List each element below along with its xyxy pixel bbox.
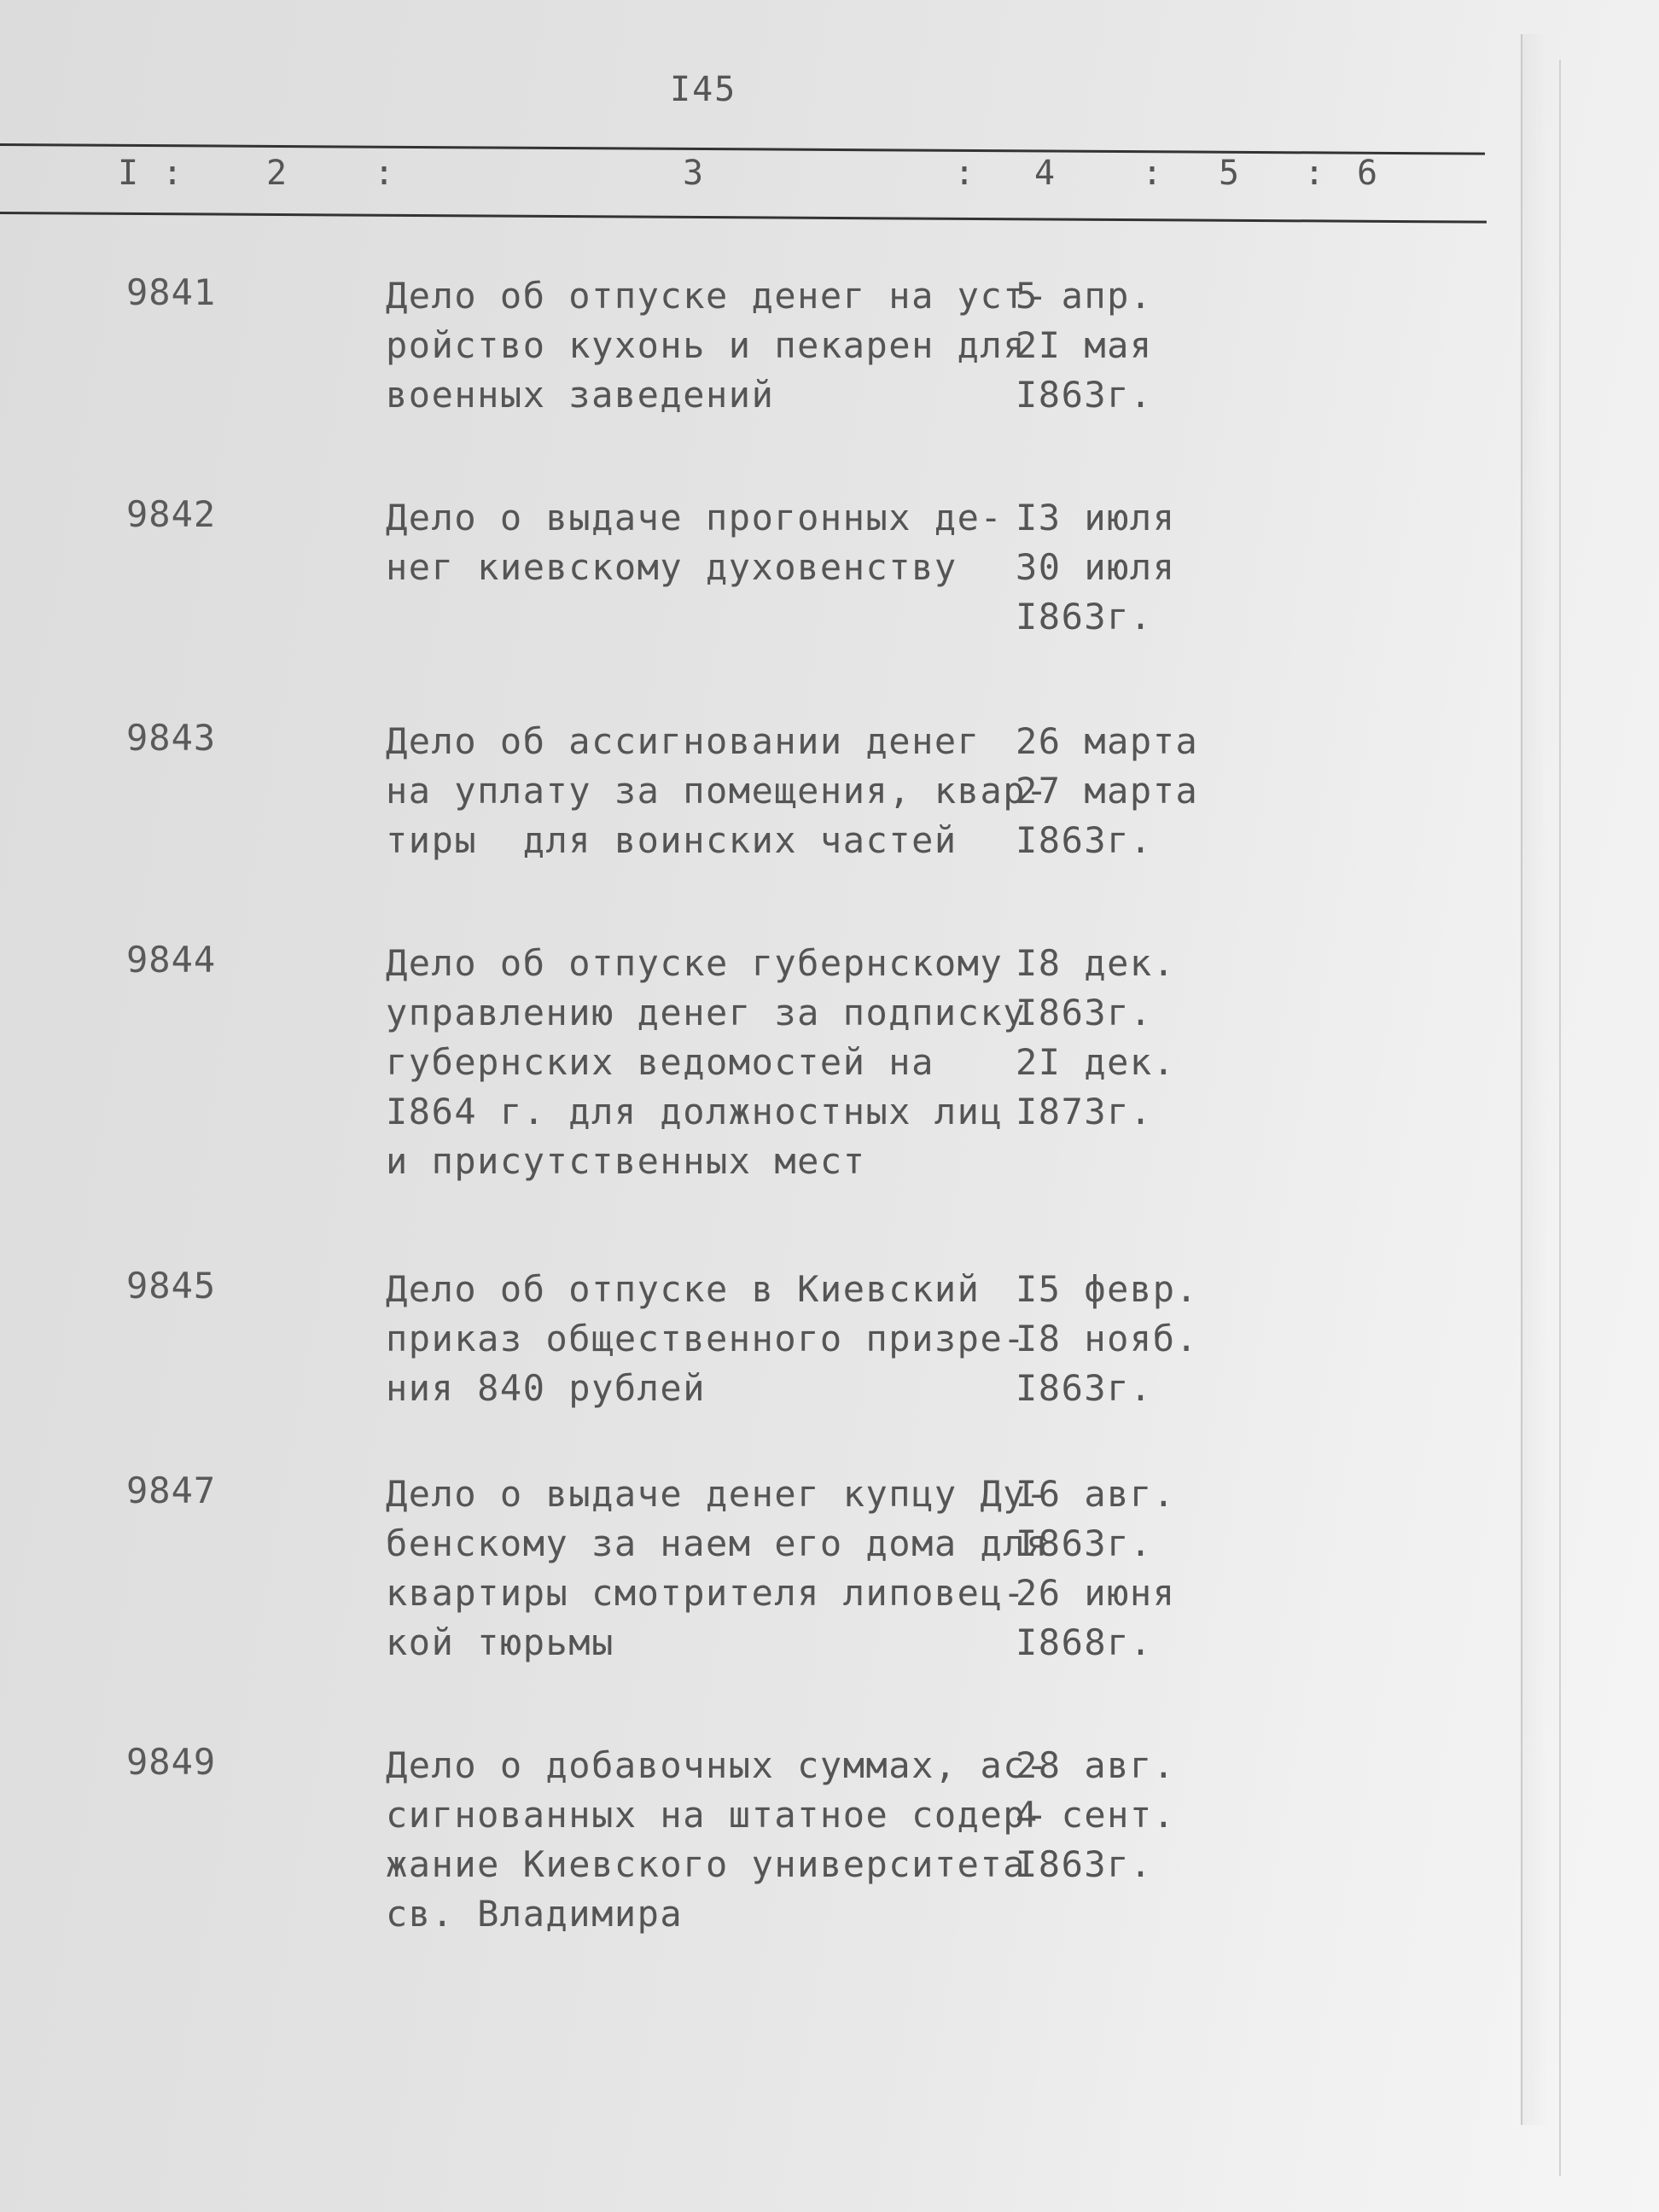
entry-row	[0, 939, 1488, 1182]
column-header-0: I	[118, 154, 139, 193]
description-line: Дело о выдаче прогонных де-	[386, 497, 1004, 538]
entry-row	[0, 1741, 1488, 1946]
entry-description	[386, 1470, 1049, 1668]
date-line: I6 авг.	[1016, 1473, 1176, 1515]
date-line: 26 марта	[1016, 720, 1199, 762]
date-line: 27 марта	[1016, 770, 1199, 812]
page-edge-back	[1559, 60, 1578, 2176]
description-line: военных заведений	[386, 374, 775, 416]
date-line: I863г.	[1016, 1843, 1153, 1885]
entry-dates	[1016, 1741, 1237, 1889]
date-line: 26 июня	[1016, 1572, 1176, 1614]
page-number: I45	[670, 70, 737, 109]
column-header-3: :	[374, 154, 395, 193]
entry-dates	[1016, 1265, 1237, 1413]
description-line: ройство кухонь и пекарен для	[386, 324, 1027, 366]
description-line: тиры для воинских частей	[386, 819, 958, 861]
header-rule-bottom	[0, 212, 1487, 224]
date-line: 28 авг.	[1016, 1744, 1176, 1786]
date-line: I8 дек.	[1016, 942, 1176, 984]
date-line: I863г.	[1016, 819, 1153, 861]
date-line: I5 февр.	[1016, 1268, 1199, 1310]
entry-row	[0, 1470, 1488, 1674]
entry-description	[386, 493, 1017, 592]
column-header-6: 4	[1034, 154, 1056, 193]
date-line: 2I дек.	[1016, 1041, 1176, 1083]
column-header-9: :	[1304, 154, 1325, 193]
entry-description	[386, 271, 1049, 420]
entry-number: 9844	[126, 939, 217, 981]
description-line: нег киевскому духовенству	[386, 546, 958, 588]
entry-dates	[1016, 493, 1237, 642]
date-line: 4 сент.	[1016, 1794, 1176, 1836]
description-line: и присутственных мест	[386, 1140, 866, 1182]
entry-number: 9847	[126, 1470, 217, 1511]
date-line: I863г.	[1016, 374, 1153, 416]
entry-description	[386, 939, 1027, 1186]
column-header-2: 2	[266, 154, 288, 193]
column-header-10: 6	[1357, 154, 1378, 193]
description-line: управлению денег за подписку	[386, 992, 1027, 1033]
column-header-5: :	[954, 154, 975, 193]
column-header-1: :	[162, 154, 183, 193]
description-line: на уплату за помещения, квар-	[386, 770, 1049, 812]
description-line: I864 г. для должностных лиц	[386, 1091, 1004, 1132]
date-line: 2I мая	[1016, 324, 1153, 366]
description-line: жание Киевского университета	[386, 1843, 1027, 1885]
description-line: квартиры смотрителя липовец-	[386, 1572, 1027, 1614]
date-line: I863г.	[1016, 1522, 1153, 1564]
description-line: губернских ведомостей на	[386, 1041, 934, 1083]
entry-row	[0, 271, 1488, 476]
entry-dates	[1016, 1470, 1237, 1668]
description-line: Дело о добавочных суммах, ас-	[386, 1744, 1049, 1786]
date-line: I868г.	[1016, 1621, 1153, 1663]
description-line: Дело об отпуске в Киевский	[386, 1268, 981, 1310]
column-header-row	[0, 154, 1485, 205]
entry-description	[386, 717, 1049, 865]
entry-number: 9841	[126, 271, 217, 313]
entry-number: 9845	[126, 1265, 217, 1307]
column-header-4: 3	[683, 154, 704, 193]
column-header-8: 5	[1219, 154, 1240, 193]
date-line: I873г.	[1016, 1091, 1153, 1132]
entry-number: 9843	[126, 717, 217, 759]
description-line: Дело о выдаче денег купцу Ду-	[386, 1473, 1049, 1515]
entry-dates	[1016, 717, 1237, 865]
date-line: I3 июля	[1016, 497, 1176, 538]
column-header-7: :	[1142, 154, 1163, 193]
description-line: сигнованных на штатное содер-	[386, 1794, 1049, 1836]
description-line: бенскому за наем его дома для	[386, 1522, 1049, 1564]
description-line: кой тюрьмы	[386, 1621, 614, 1663]
date-line: I8 нояб.	[1016, 1318, 1199, 1359]
description-line: св. Владимира	[386, 1893, 684, 1935]
entry-description	[386, 1265, 1027, 1413]
entry-row	[0, 1265, 1488, 1470]
description-line: приказ общественного призре-	[386, 1318, 1027, 1359]
description-line: Дело об отпуске денег на уст-	[386, 275, 1049, 317]
entry-dates	[1016, 939, 1237, 1137]
description-line: Дело об ассигновании денег	[386, 720, 981, 762]
date-line: I863г.	[1016, 1367, 1153, 1409]
entry-row	[0, 717, 1488, 922]
entry-number: 9849	[126, 1741, 217, 1783]
date-line: 5 апр.	[1016, 275, 1153, 317]
date-line: I863г.	[1016, 596, 1153, 637]
date-line: I863г.	[1016, 992, 1153, 1033]
date-line: 30 июля	[1016, 546, 1176, 588]
entry-dates	[1016, 271, 1237, 420]
description-line: ния 840 рублей	[386, 1367, 707, 1409]
entry-row	[0, 493, 1488, 698]
page-edge	[1521, 34, 1548, 2125]
description-line: Дело об отпуске губернскому	[386, 942, 1004, 984]
entry-number: 9842	[126, 493, 217, 535]
entry-description	[386, 1741, 1049, 1939]
